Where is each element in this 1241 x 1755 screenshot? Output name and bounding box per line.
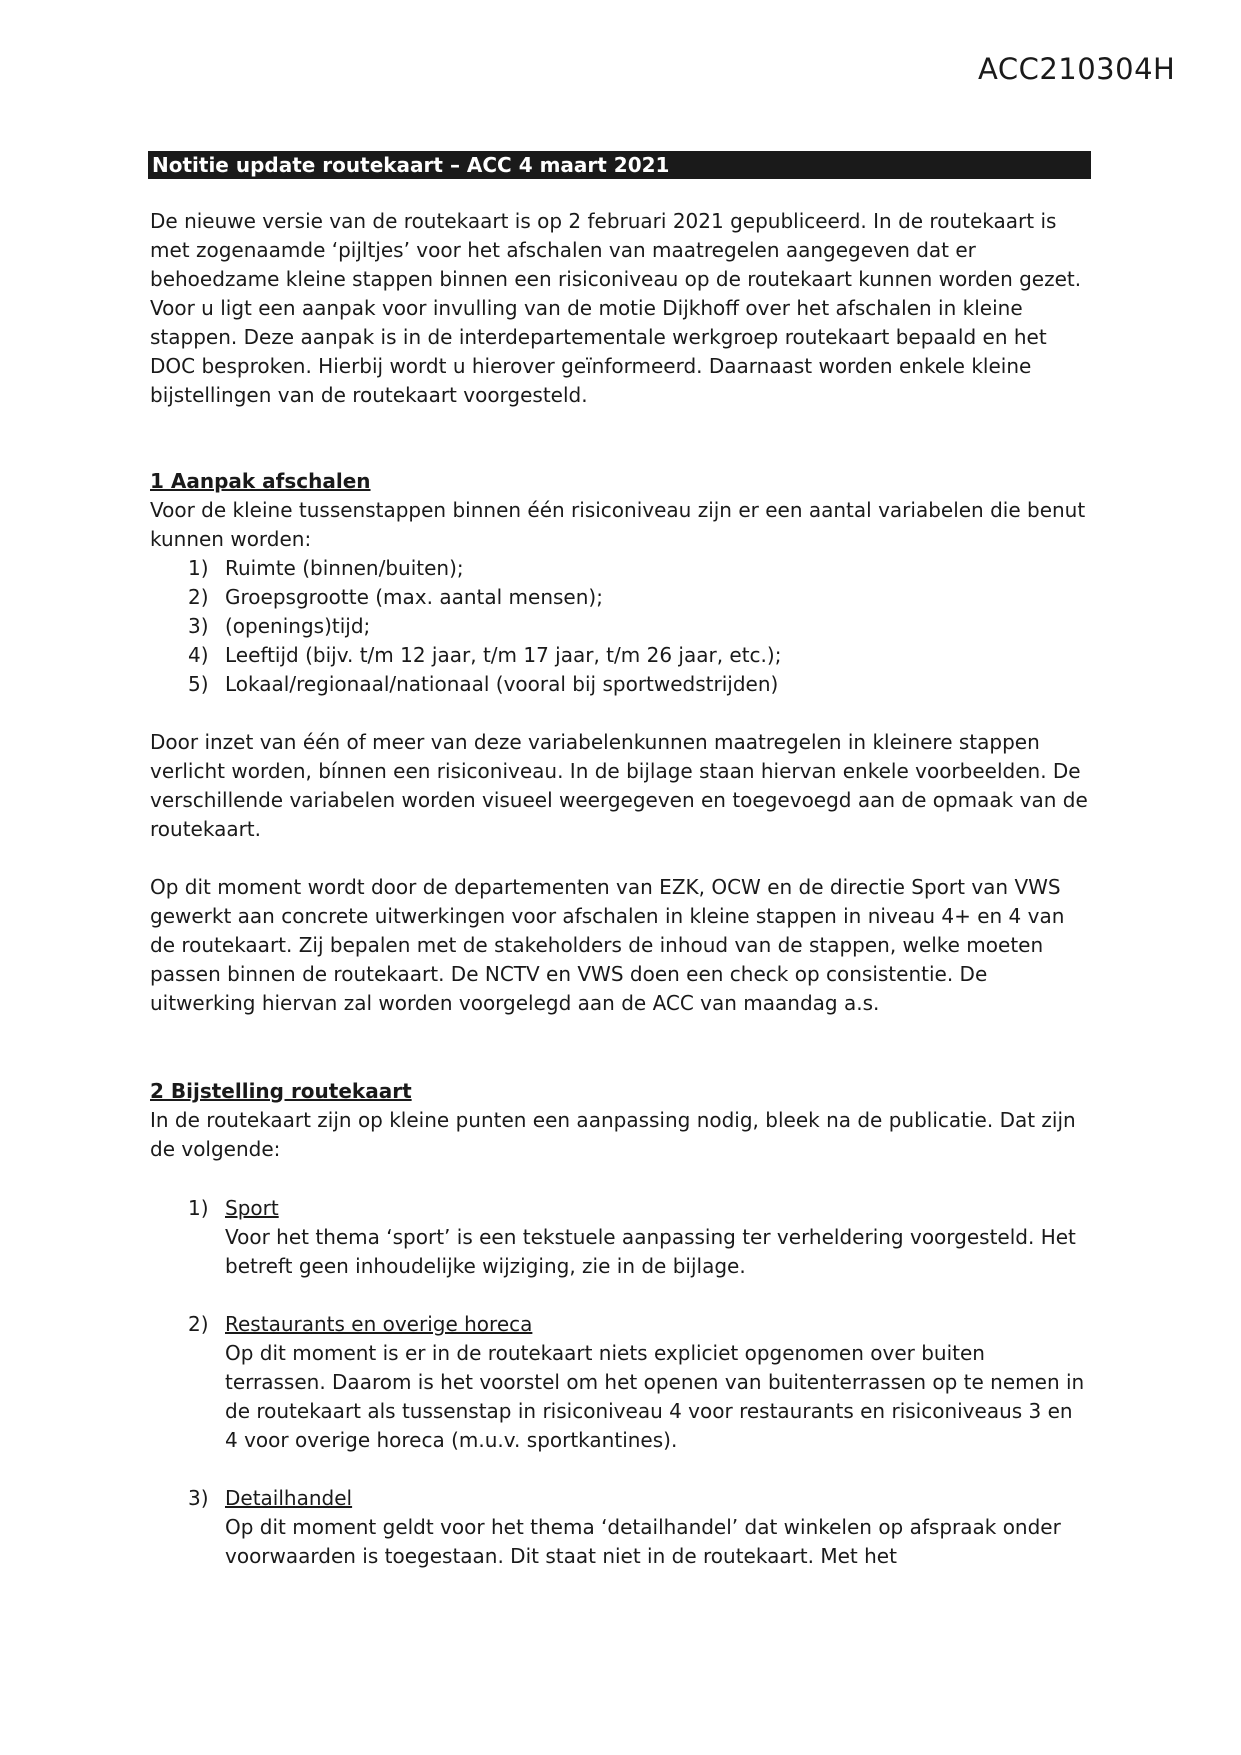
section-2-heading: 2 Bijstelling routekaart [150, 1079, 412, 1103]
section-1-heading: 1 Aanpak afschalen [150, 469, 371, 493]
section-2 [150, 1077, 1090, 1164]
item-text: Voor het thema ‘sport’ is een tekstuele aanpassing ter verheldering voorgesteld. Het betreft geen inhoudelijke wijziging, zie in de bijlage. [225, 1225, 1076, 1278]
section-1-para-2-block [150, 728, 1090, 844]
section-1-paragraph-3: Op dit moment wordt door de departementen van EZK, OCW en de directie Sport van VWS gewerkt aan concrete uitwerkingen voor afschalen in kleine stappen in niveau 4+ en 4 van de routekaart. Zij bepalen met de stakeholders de inhoud van de stappen, welke moeten passen binnen de routekaart. De NCTV en VWS doen een check op consistentie. De uitwerking hiervan zal worden voorgelegd aan de ACC van maandag a.s. [150, 875, 1065, 1015]
item-title: Sport [225, 1196, 279, 1220]
list-item [150, 1194, 1090, 1281]
section-1-paragraph-2: Door inzet van één of meer van deze variabelenkunnen maatregelen in kleinere stappen verlicht worden, bínnen een risiconiveau. In de bijlage staan hiervan enkele voorbeelden. De verschillende variabelen worden visueel weergegeven en toegevoegd aan de opmaak van de routekaart. [150, 730, 1088, 841]
list-item [150, 1310, 1090, 1455]
list-number: 3) [188, 1486, 209, 1510]
adjustment-item-sport [150, 1194, 1090, 1281]
list-text: Groepsgrootte (max. aantal mensen); [225, 585, 603, 609]
item-title: Detailhandel [225, 1486, 353, 1510]
title-banner: Notitie update routekaart – ACC 4 maart 2021 [148, 151, 1091, 179]
list-item [150, 554, 1090, 583]
list-number: 1) [188, 556, 209, 580]
item-text: Op dit moment is er in de routekaart niets expliciet opgenomen over buiten terrassen. Daarom is het voorstel om het openen van buitenterrassen op te nemen in de routekaart als tussenstap in risiconiveau 4 voor restaurants en risiconiveaus 3 en 4 voor overige horeca (m.u.v. sportkantines). [225, 1341, 1085, 1452]
list-text: (openings)tijd; [225, 614, 371, 638]
list-item [150, 1484, 1090, 1571]
adjustment-item-detailhandel [150, 1484, 1090, 1571]
list-number: 2) [188, 585, 209, 609]
intro-block [150, 207, 1090, 410]
adjustment-item-horeca [150, 1310, 1090, 1455]
list-item [150, 641, 1090, 670]
intro-paragraph: De nieuwe versie van de routekaart is op 2 februari 2021 gepubliceerd. In de routekaart is met zogenaamde ‘pijltjes’ voor het afschalen van maatregelen aangegeven dat er behoedzame kleine stappen binnen een risiconiveau op de routekaart kunnen worden gezet. Voor u ligt een aanpak voor invulling van de motie Dijkhoff over het afschalen in kleine stappen. Deze aanpak is in de interdepartementale werkgroep routekaart bepaald en het DOC besproken. Hierbij wordt u hierover geïnformeerd. Daarnaast worden enkele kleine bijstellingen van de routekaart voorgesteld. [150, 209, 1082, 407]
list-number: 5) [188, 672, 209, 696]
document-id: ACC210304H [978, 52, 1176, 86]
list-item [150, 583, 1090, 612]
list-number: 3) [188, 614, 209, 638]
item-text: Op dit moment geldt voor het thema ‘detailhandel’ dat winkelen op afspraak onder voorwaarden is toegestaan. Dit staat niet in de routekaart. Met het [225, 1515, 1061, 1568]
list-text: Leeftijd (bijv. t/m 12 jaar, t/m 17 jaar, t/m 26 jaar, etc.); [225, 643, 782, 667]
list-item [150, 612, 1090, 641]
section-1-para-3-block [150, 873, 1090, 1018]
section-1-lead: Voor de kleine tussenstappen binnen één risiconiveau zijn er een aantal variabelen die benut kunnen worden: [150, 498, 1086, 551]
list-number: 1) [188, 1196, 209, 1220]
list-number: 4) [188, 643, 209, 667]
list-item [150, 670, 1090, 699]
section-1 [150, 467, 1090, 699]
list-text: Ruimte (binnen/buiten); [225, 556, 464, 580]
section-2-lead: In de routekaart zijn op kleine punten een aanpassing nodig, bleek na de publicatie. Dat zijn de volgende: [150, 1108, 1076, 1161]
variables-list [150, 554, 1090, 699]
item-title: Restaurants en overige horeca [225, 1312, 533, 1336]
list-text: Lokaal/regionaal/nationaal (vooral bij sportwedstrijden) [225, 672, 779, 696]
list-number: 2) [188, 1312, 209, 1336]
